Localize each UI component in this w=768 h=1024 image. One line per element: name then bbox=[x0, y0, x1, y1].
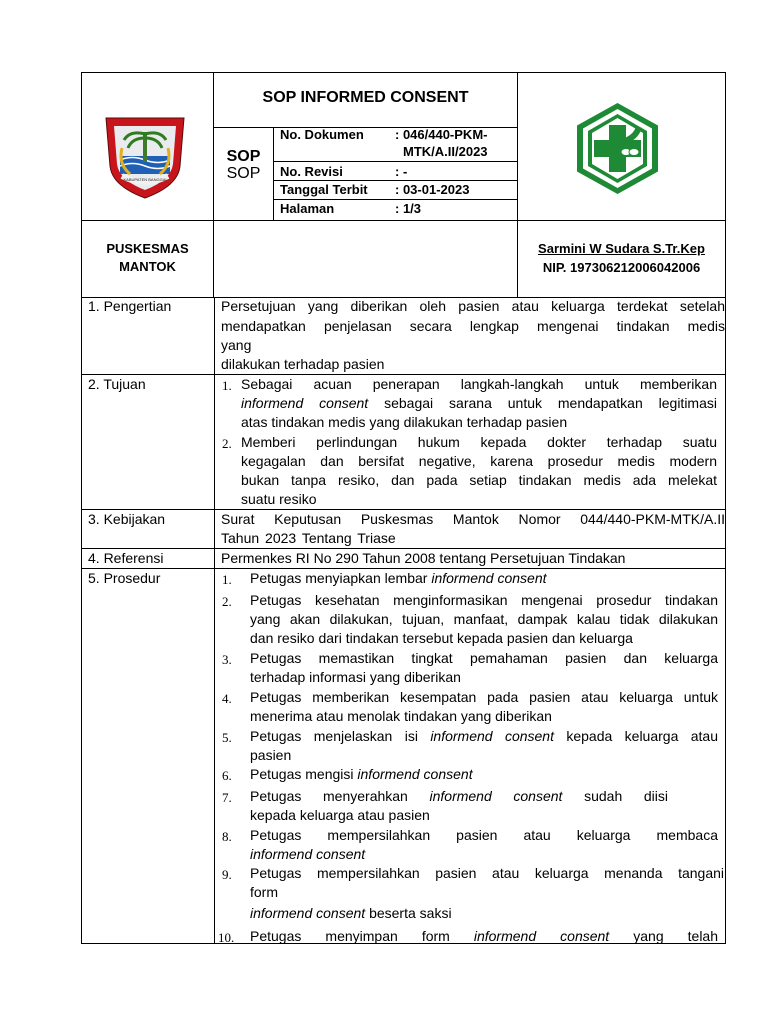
pengertian-line: Persetujuan yang diberikan oleh pasien atau keluarga terdekat setelah bbox=[221, 298, 725, 314]
page-value: : 1/3 bbox=[395, 201, 422, 216]
step-number: 5. bbox=[222, 730, 232, 745]
step-line: Petugas menyerahkan informend consent sudah diisi bbox=[250, 788, 668, 804]
step-number: 4. bbox=[222, 691, 232, 706]
step-line: yang akan dilakukan, tujuan, manfaat, dampak kalau tidak dilakukan bbox=[250, 611, 718, 627]
kebijakan-line: Surat Keputusan Puskesmas Mantok Nomor 044/440-PKM-MTK/A.II bbox=[221, 511, 725, 527]
step-line: dan resiko dari tindakan tersebut kepada pasien dan keluarga bbox=[250, 630, 633, 646]
step-line: informend consent beserta saksi bbox=[250, 905, 452, 921]
step-line: Petugas kesehatan menginformasikan mengenai prosedur tindakan bbox=[250, 592, 718, 608]
step-line: Petugas mempersilahkan pasien atau keluarga menanda tangani bbox=[250, 865, 724, 881]
step-number: 1. bbox=[222, 572, 232, 587]
tujuan-line: informend consent sebagai sarana untuk mendapatkan legitimasi bbox=[241, 395, 717, 411]
step-number: 9. bbox=[222, 867, 232, 882]
issue-date-label: Tanggal Terbit bbox=[280, 182, 368, 197]
puskesmas-logo bbox=[570, 101, 665, 196]
step-line: kepada keluarga atau pasien bbox=[250, 807, 430, 823]
step-number: 3. bbox=[222, 652, 232, 667]
step-line: informend consent bbox=[250, 846, 366, 862]
tujuan-line: Sebagai acuan penerapan langkah-langkah untuk memberikan bbox=[241, 376, 717, 392]
step-line: Petugas memberikan kesempatan pada pasien atau keluarga untuk bbox=[250, 689, 718, 705]
step-line: terhadap informasi yang diberikan bbox=[250, 669, 461, 685]
step-line: Petugas menyimpan form informend consent yang telah bbox=[250, 928, 718, 944]
step-line: pasien bbox=[250, 747, 292, 763]
signer-name: Sarmini W Sudara S.Tr.Kep bbox=[538, 241, 705, 256]
step-number: 10. bbox=[218, 930, 235, 945]
org-name-line1: PUSKESMAS bbox=[106, 241, 189, 256]
revision-label: No. Revisi bbox=[280, 164, 343, 179]
document-title: SOP INFORMED CONSENT bbox=[262, 89, 469, 106]
tujuan-line: suatu resiko bbox=[241, 491, 317, 507]
step-line: menerima atau menolak tindakan yang diberikan bbox=[250, 708, 552, 724]
tujuan-line: kegagalan dan bersifat negative, karena prosedur medis modern bbox=[241, 453, 717, 469]
issue-date-value: : 03-01-2023 bbox=[395, 182, 470, 197]
step-line: Petugas menyiapkan lembar informend consent bbox=[250, 570, 547, 586]
pengertian-line: yang bbox=[221, 337, 252, 353]
sop-label: SOP bbox=[226, 165, 261, 182]
section-label-pengertian: 1. Pengertian bbox=[88, 298, 172, 314]
step-line: Petugas mempersilahkan pasien atau keluarga membaca bbox=[250, 827, 718, 843]
signer-nip: NIP. 197306212006042006 bbox=[542, 260, 701, 275]
page-label: Halaman bbox=[280, 201, 335, 216]
emblem-text: KABUPATEN BANGGAI bbox=[123, 177, 167, 182]
section-label-tujuan: 2. Tujuan bbox=[88, 376, 146, 392]
step-number: 7. bbox=[222, 790, 232, 805]
tujuan-number: 1. bbox=[222, 378, 232, 393]
org-name-line2: MANTOK bbox=[119, 259, 176, 274]
section-label-prosedur: 5. Prosedur bbox=[88, 570, 161, 586]
doc-number-value-2: MTK/A.II/2023 bbox=[403, 144, 488, 159]
step-number: 8. bbox=[222, 829, 232, 844]
sop-label-bold: SOP bbox=[226, 148, 261, 165]
tujuan-number: 2. bbox=[222, 436, 232, 451]
step-number: 6. bbox=[222, 768, 232, 783]
step-line: Petugas mengisi informend consent bbox=[250, 766, 473, 782]
step-line: Petugas memastikan tingkat pemahaman pasien dan keluarga bbox=[250, 650, 718, 666]
pengertian-line: dilakukan terhadap pasien bbox=[221, 356, 385, 372]
tujuan-line: Memberi perlindungan hukum kepada dokter terhadap suatu bbox=[241, 434, 717, 450]
tujuan-line: bukan tanpa resiko, dan pada setiap tindakan medis ada melekat bbox=[241, 472, 717, 488]
pengertian-line: mendapatkan penjelasan secara lengkap mengenai tindakan medis bbox=[221, 318, 725, 334]
section-label-referensi: 4. Referensi bbox=[88, 550, 164, 566]
regency-emblem bbox=[100, 108, 190, 200]
doc-number-value: : 046/440-PKM- bbox=[395, 127, 488, 142]
step-line: form bbox=[250, 884, 278, 900]
referensi-line: Permenkes RI No 290 Tahun 2008 tentang Persetujuan Tindakan bbox=[221, 550, 626, 566]
tujuan-line: atas tindakan medis yang dilakukan terhadap pasien bbox=[241, 414, 568, 430]
doc-number-label: No. Dokumen bbox=[280, 127, 364, 142]
step-number: 2. bbox=[222, 594, 232, 609]
revision-value: : - bbox=[395, 164, 408, 179]
section-label-kebijakan: 3. Kebijakan bbox=[88, 511, 166, 527]
step-line: Petugas menjelaskan isi informend consent kepada keluarga atau bbox=[250, 728, 718, 744]
kebijakan-line: Tahun 2023 Tentang Triase bbox=[221, 530, 396, 546]
